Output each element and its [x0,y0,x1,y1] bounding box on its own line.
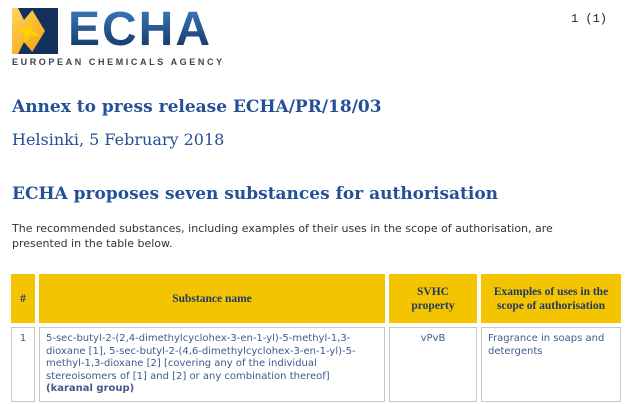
page-number: 1 (1) [570,12,607,26]
column-header-number: # [11,274,35,323]
cell-uses: Fragrance in soaps and detergents [481,327,621,402]
echa-wordmark: ECHA [68,3,213,56]
table-header-row [11,274,621,323]
column-header-svhc-property: SVHC property [389,274,477,323]
annex-heading: Annex to press release ECHA/PR/18/03 [12,97,382,117]
cell-svhc-property: vPvB [389,327,477,402]
page-title: ECHA proposes seven substances for authorisation [12,184,499,204]
column-header-substance-name: Substance name [39,274,385,323]
column-header-uses: Examples of uses in the scope of authorisation [481,274,621,323]
table-row [11,327,621,402]
cell-substance-name [39,327,385,402]
echa-tagline: EUROPEAN CHEMICALS AGENCY [12,57,225,67]
echa-logo-icon [12,8,58,54]
substance-name-text: 5-sec-butyl-2-(2,4-dimethylcyclohex-3-en-1-yl)-5-methyl-1,3-dioxane [1], 5-sec-butyl-2-(4,6-dimethylcyclohex-3-en-1-yl)-5-methyl-1,3-dioxane [2] [covering any of the individual stereoisomers of [1] and [2] or any combination thereof] [46,333,356,382]
date-line: Helsinki, 5 February 2018 [12,130,225,149]
page-header [0,0,625,69]
echa-logo-top [12,3,225,56]
echa-logo [12,3,225,67]
substance-group-text: (karanal group) [46,383,135,394]
cell-row-number: 1 [11,327,35,402]
intro-paragraph: The recommended substances, including examples of their uses in the scope of authorisation, are presented in the table below. [12,222,553,250]
substances-table [7,270,625,404]
